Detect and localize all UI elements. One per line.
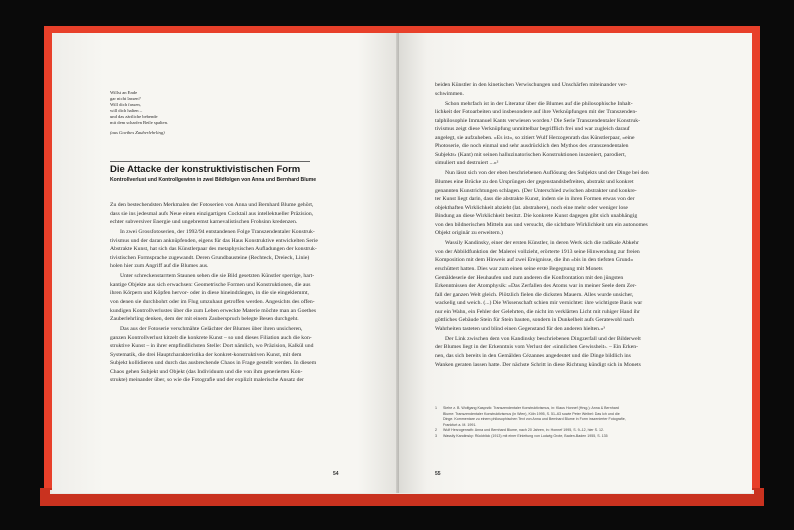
footnote-number: 2 (435, 428, 437, 432)
text-line: wackelig und weich. (...) Die Wissenschaft schien mir vernichtet: ihre wichtigste Basis war (435, 300, 643, 307)
text-line: Zauberlehrling denken, dem der mit einem Zauberspruch belegte Besen durchgeht. (110, 316, 299, 323)
text-line: ter Kunst liegt darin, dass die abstrakte Kunst, indem sie in ihren Formen etwas von der (435, 196, 635, 203)
poem-line: Willst an Ende (110, 90, 138, 95)
text-line: Wahrheiten tasteten und blind einen Gegenstand für den anderen hielten.«³ (435, 325, 605, 332)
text-line: der Blumes liegt in der Erkenntnis vom Verlust der ›sinnlichen Gewissheit‹. – Ein Erken- (435, 344, 639, 351)
text-line: nur ein Wahn, ein Fehler der Gelehrten, die nicht im verklärten Licht mit ruhiger Hand ihr (435, 308, 640, 315)
footnote-number: 3 (435, 433, 437, 438)
footnote-line: Frankfurt a. M. 1991. (443, 422, 477, 427)
text-line: echter subversiver Energie und ungebremst karnevalistischen Frohsinn kredenzen. (110, 219, 298, 226)
text-line: kundigen Kontrollverlustes über die zum Leben erweckte Materie möchte man an Goethes (110, 307, 317, 314)
text-line: Zu den bestechendsten Merkmalen der Fotoserien von Anna und Bernhard Blume gehört, (110, 202, 314, 208)
text-line: lichkeit der Fotoarbeiten und insbesondere auf ihre Verknüpfungen mit der Transzenden- (435, 109, 638, 116)
footnote-line: Blume: Transzendentaler Konstruktivismus (in Wien), Köln 1995, S. 51–63 sowie Peter Weibel: Das Ich und die (443, 411, 620, 416)
text-line: struktive Kunst – in ihrer empfindlichsten Stelle: Dort nämlich, wo Präzision, Kalkül und (110, 343, 314, 350)
text-line: tivistischen Formsprache zugewandt. Deren Grundbausteine (Rechteck, Dreieck, Linie) (110, 254, 310, 261)
text-line: kantige Objekte aus sich erwachsen: Geometrische Formen und Konstruktionen, die aus (110, 281, 311, 288)
text-line: von denen sie durchbohrt oder im Flug umzuhaut getroffen werden. Angesichts des offen- (110, 299, 315, 306)
text-line: Komposition mit dem Hinweis auf zwei Ereignisse, die ihn »bis in den tiefsten Grund« (435, 257, 634, 264)
text-line: beiden Künstler in den kinetischen Verwischungen und Unschärfen miteinander ver- (435, 82, 627, 88)
text-line: Nun lässt sich von der eben beschriebenen Auflösung des Subjekts und der Dinge bei den (445, 170, 649, 177)
left-page (52, 33, 399, 493)
text-line: Wanken geraten lassen hatte. Der nächste Schritt in diese Richtung kündigt sich in Monets (435, 361, 641, 368)
text-line: Unter schreckenstarrtem Staunen sehen die sie Bild gesetzten Künstler sperrige, hart- (120, 273, 315, 280)
text-line: von den bildnerischen Mitteln aus und versucht, die sichtbare Wirklichkeit um ein autonomes (435, 221, 648, 228)
text-line: dass sie ins jedesmal aufs Neue einen einzigartigen Cocktail aus intellektueller Präzision, (110, 210, 314, 217)
epigraph-poem (110, 90, 230, 136)
text-line: Erkenntnissen der Atomphysik: »Das Zerfallen des Atoms war in meiner Seele dem Zer- (435, 283, 637, 290)
text-line: Blumes eine Brücke zu den Ursprüngen der gegenstandsbefreiten, abstrakt und konkret (435, 179, 634, 186)
poem-line: mit dem scharfen Beile spalten. (110, 120, 169, 125)
footnote (435, 406, 685, 428)
text-line: Bindung an diese Wirklichkeit besitzt. Die konkrete Kunst dagegen gibt sich unabhängig (435, 213, 638, 220)
text-line: göttliches Gebäude Stein für Stein bauten, sondern in Dunkelheit aufs Geratewohl nach (435, 317, 635, 324)
text-line: Systematik, die drei Hauptcharakteristika der konkret-konstruktiven Kunst, mit dem (110, 351, 302, 358)
footnote-text (443, 434, 608, 440)
page-number-left: 54 (333, 471, 339, 477)
chapter-heading: Die Attacke der konstruktivistischen Form (110, 164, 301, 175)
text-line: von der Abbildfunktion der Malerei vollzieht, erörterte 1913 seine Hinwendung zur freien (435, 248, 640, 255)
footnote-text (443, 406, 626, 428)
text-line: ihren Körpern und Köpfen hervor- oder in diese hineindrängen, in die sie eingeklemmt, (110, 290, 309, 297)
text-line: nen, das sich bereits in den Gemälden Cézannes angedeutet und die Dinge bildlich ins (435, 352, 631, 359)
text-line: tivismus zeigt diese Verknüpfung unmittelbar begrifflich frei und war zugleich darauf (435, 126, 630, 133)
text-line: Subjekt kollidieren und durch das ausbrechende Chaos in Frage gestellt werden. In diesem (110, 360, 317, 367)
text-line: Das aus der Fotoserie verschmähte Gelächter der Blumes über ihren unsicheren, (120, 326, 303, 333)
text-line: Subjekts‹ (Kant) mit seinen halluzinatorischen Konstruktionen inszeniert, parodiert, (435, 151, 626, 158)
text-line: simuliert und destruiert ...«² (435, 160, 499, 167)
footnote-number: 1 (435, 406, 437, 410)
text-line: tivismus und der daran anknüpfenden, eigens für das Haus Konstruktive entwickelten Serie (110, 237, 318, 244)
text-line: erschüttert hatten. Dies war zum einen seine erste Begegnung mit Monets (435, 265, 603, 272)
poem-line: will dich halten – (110, 108, 143, 113)
right-page (399, 33, 752, 493)
left-body-text (110, 201, 360, 385)
text-line: Der Link zwischen dem von Kandinsky beschriebenen Dingzerfall und der Bilderwelt (445, 335, 641, 342)
page-number-right: 55 (435, 471, 441, 477)
text-line: holen hier zum Angriff auf die Blumes aus. (110, 263, 209, 270)
heading-rule (110, 161, 310, 162)
text-line: ganzen Kontrollverlust kitzelt die konkrete Kunst – so und dieses Filiation auch die kon- (110, 334, 312, 341)
text-line: Abstrakte Kunst, hat sich das Künstlerpaar des metaphysischen Aufladungen der konstruk- (110, 246, 317, 253)
text-line: strukte) meinander über, so wie die Fotografie und der explizit malerische Ansatz der (110, 377, 304, 384)
poem-line: Will dich fassen, (110, 102, 141, 107)
text-line: schwimmen. (435, 90, 464, 97)
text-line: Gemäldeserie der Heuhaufen und zum anderen die Konfrontation mit den jüngsten (435, 274, 624, 281)
footnote-line: Wassily Kandinsky: Rückblick (1913) mit einer Einleitung von Ludwig Grote, Baden-Baden 1955, S. 135 (443, 433, 608, 438)
footnotes (435, 406, 685, 439)
text-line: Wassily Kandinsky, einer der ersten Künstler, in deren Werk sich die radikale Abkehr (445, 240, 639, 247)
text-line: In zwei Grossfotoserien, der 1992/94 entstandenen Folge Transzendentaler Konstruk- (120, 229, 315, 236)
right-body-text (435, 81, 687, 369)
text-line: talphilosophie Immanuel Kants verwiesen worden.¹ Die Serie Transzendentaler Konstruk- (435, 117, 640, 124)
footnote-line: Wulf Herzogenrath: Anna und Bernhard Blume, nach 20 Jahren, in: Honnef 1995, S. 9–12, hier S. 12. (443, 428, 604, 432)
text-line: Schon mehrfach ist in der Literatur über die Blumes auf die philosophische Inhalt- (445, 100, 633, 107)
text-line: genannten Kunstrichtungen schlagen. (Der Unterschied zwischen abstrakter und konkre- (435, 187, 637, 194)
footnote-line: Dinge. Kommentare zu einem philosophischen Text von Anna und Bernhard Blume in Form inszenierter Fotografie, (443, 417, 626, 421)
footnote (435, 434, 685, 440)
text-line: Photoserie, die noch einmal und sehr ausdrücklich den Mythos des ›transzendentalen (435, 143, 629, 150)
chapter-subheading: Kontrollverlust und Kontrollgewinn in zwei Bildfolgen von Anna und Bernhard Blume (110, 177, 317, 183)
poem-line: gar nicht lassen? (110, 96, 141, 101)
text-line: Objekt originär zu erweitern.) (435, 230, 503, 237)
text-line: Chaos gehen Subjekt und Objekt (das Individuum und die von ihm generierten Kon- (110, 368, 303, 375)
poem-line: und das zärtliche bebende (110, 114, 158, 119)
text-line: fall der ganzen Welt gleich. Plötzlich fielen die dicksten Mauern. Alles wurde unsicher, (435, 291, 634, 298)
text-line: angelegt, sie aufzuheben. »Es ist«, so zitiert Wulf Herzogenrath das Künstlerpaar, »eine (435, 134, 635, 141)
text-line: objekthaften Wirklichkeit abzieht (lat. abstrahere), noch eine mehr oder weniger lose (435, 204, 628, 211)
poem-source: (aus Goethes Zauberlehrling) (110, 130, 165, 135)
footnote-line: Siehe z. B. Wolfgang Kasprzik: Transzendentaler Konstruktivismus, in: Klaus Honnef (Hrsg.): Anna & Bernhard (443, 406, 619, 410)
